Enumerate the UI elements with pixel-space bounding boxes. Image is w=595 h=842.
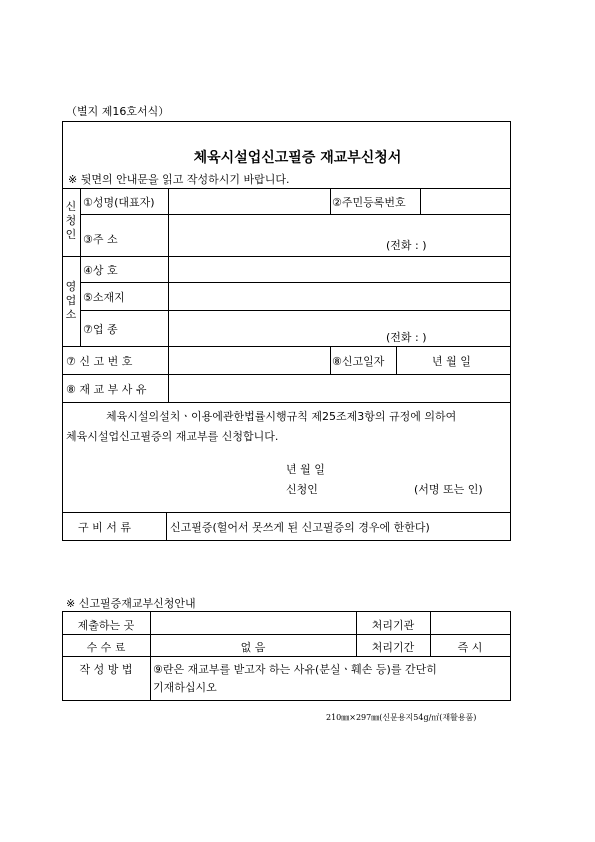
resident-no-field[interactable]: [422, 190, 508, 212]
phone-label-1: (전화 : ): [386, 239, 427, 252]
processing-period-value: 즉 시: [457, 641, 483, 654]
report-date-field[interactable]: 년 월 일: [432, 355, 471, 368]
applicant-group-label: 신청인: [65, 200, 77, 241]
form-border-bottom: [62, 540, 511, 541]
docs-value: 신고필증(헐어서 못쓰게 된 신고필증의 경우에 한한다): [170, 521, 430, 534]
name-label: ①성명(대표자): [83, 196, 155, 209]
trade-name-label: ④상 호: [83, 264, 118, 277]
guide-title: ※ 신고필증재교부신청안내: [66, 597, 196, 610]
business-type-label: ⑦업 종: [83, 323, 118, 336]
statement-line-2: 체육시설업신고필증의 재교부를 신청합니다.: [66, 430, 279, 443]
method-line-1: ⑨란은 재교부를 받고자 하는 사유(분실ㆍ훼손 등)를 간단히: [153, 663, 437, 676]
form-notice: ※ 뒷면의 안내문을 읽고 작성하시기 바랍니다.: [68, 173, 290, 186]
report-no-field[interactable]: [170, 348, 328, 372]
statement-line-1: 체육시설의설치ㆍ이용에관한법률시행규칙 제25조제3항의 규정에 의하여: [106, 410, 457, 423]
address-field[interactable]: [170, 216, 508, 254]
method-line-2: 기재하십시오: [153, 681, 217, 694]
sign-applicant-label: 신청인: [286, 483, 318, 496]
processing-period-label: 처리기간: [371, 641, 415, 654]
name-field[interactable]: [170, 190, 328, 212]
reissue-reason-field[interactable]: [170, 376, 508, 400]
report-date-label: ⑧신고일자: [332, 355, 385, 368]
fee-value: 없 음: [240, 641, 266, 654]
business-type-field[interactable]: [170, 312, 508, 344]
resident-no-label: ②주민등록번호: [332, 196, 406, 209]
trade-name-field[interactable]: [170, 258, 508, 280]
method-label: 작 성 방 법: [79, 663, 133, 676]
business-group-label: 영업소: [65, 280, 77, 321]
form-border-top: [62, 121, 511, 122]
form-border-left: [62, 121, 63, 540]
form-title: 체육시설업신고필증 재교부신청서: [193, 150, 402, 166]
address-label: ③주 소: [83, 233, 118, 246]
submit-to-label: 제출하는 곳: [77, 619, 135, 632]
fee-label: 수 수 료: [86, 641, 126, 654]
location-label: ⑤소재지: [83, 291, 125, 304]
report-no-label: ⑦ 신 고 번 호: [66, 355, 133, 368]
phone-label-2: (전화 : ): [386, 331, 427, 344]
sign-date: 년 월 일: [286, 463, 325, 476]
paper-spec: 210㎜×297㎜(신문용지54g/㎡(재활용품): [326, 713, 477, 722]
reissue-reason-label: ⑧ 재 교 부 사 유: [66, 383, 147, 396]
location-field[interactable]: [170, 284, 508, 308]
docs-label: 구 비 서 류: [78, 521, 131, 534]
processing-agency-label: 처리기관: [371, 619, 415, 632]
form-border-right: [510, 121, 511, 540]
form-number: （별지 제16호서식）: [66, 105, 170, 118]
sign-note: (서명 또는 인): [414, 483, 483, 496]
